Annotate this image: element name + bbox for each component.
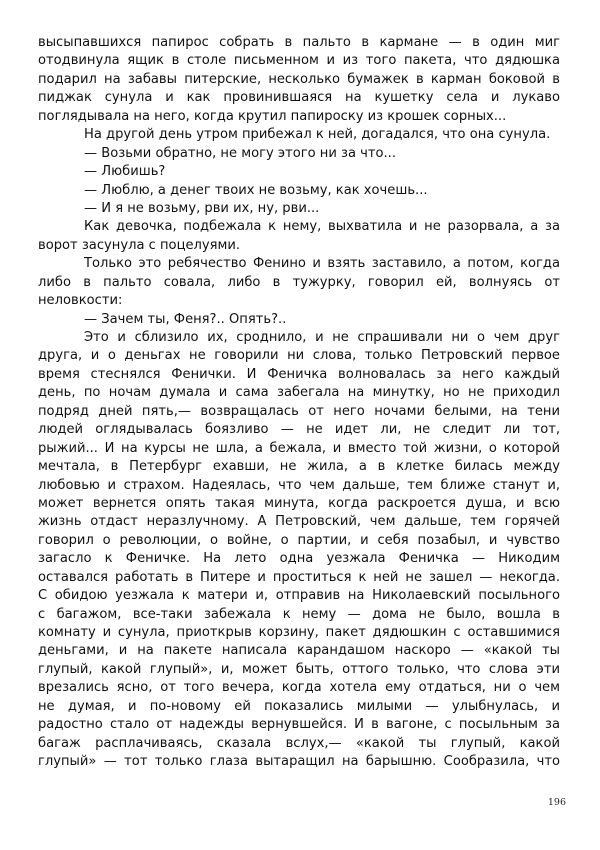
text-line: врезались ясно, от того вечера, когда хотела ему отдаться, ни о чем: [38, 680, 560, 696]
text-line: — И я не возьму, рви их, ну, рви...: [84, 200, 320, 216]
text-line: — Любишь?: [84, 164, 166, 180]
text-line: либо в пальто совала, либо в тужурку, говорил ей, волнуясь от: [38, 274, 560, 290]
text-line: друга, и о деньгах не говорили ни слова, только Петровский первое: [38, 348, 560, 364]
text-line: неловкости:: [38, 293, 123, 309]
text-line: жизнь отдаст неразлучному. А Петровский, чем дальше, тем горячей: [38, 514, 560, 530]
text-line: не думая, и по-новому ей показались милыми — улыбнулась, и: [38, 698, 560, 714]
text-line: глупый» — тот только глаза вытаращил на барышню. Сообразила, что: [38, 754, 560, 770]
text-line: любовью и страхом. Надеялась, что чем дальше, тем ближе станут и,: [38, 477, 560, 493]
text-line: пиджак сунула и как провинившаяся на кушетку села и лукаво: [38, 90, 560, 106]
text-line: оставался работать в Питере и проститься к ней не зашел — некогда.: [38, 569, 560, 585]
text-line: день, по ночам думала и сама забегала на минутку, но не приходил: [38, 385, 560, 401]
page-number: 196: [547, 797, 566, 808]
text-line: загасло к Феничке. На лето одна уезжала Феничка — Никодим: [38, 551, 560, 567]
text-line: Только это ребячество Фенино и взять заставило, а потом, когда: [84, 256, 560, 272]
text-line: деньгами, и на пакете написала карандашом наскоро — «какой ты: [38, 643, 560, 659]
text-line: может вернется опять такая минута, когда раскроется душа, и всю: [38, 495, 560, 511]
text-line: На другой день утром прибежал к ней, догадался, что она сунула.: [84, 127, 551, 143]
text-line: подарил на забавы питерские, несколько бумажек в карман боковой в: [38, 71, 560, 87]
text-line: — Люблю, а денег твоих не возьму, как хочешь...: [84, 182, 428, 198]
text-line: комнату и сунула, приоткрыв корзину, пакет дядюшкин с оставшимися: [38, 625, 560, 640]
text-line: говорил о революции, о войне, о партии, и себя позабыл, и чувство: [38, 532, 560, 548]
text-line: багаж расплачиваясь, сказала вслух,— «какой ты глупый, какой: [38, 735, 560, 751]
text-line: время стеснялся Фенички. И Феничка волновалась за него каждый: [38, 366, 560, 382]
text-line: людей оглядывалась боязливо — не идет ли, не следит ли тот,: [38, 422, 560, 438]
text-line: С обидою уезжала к матери и, отправив на Николаевский посыльного: [38, 588, 560, 604]
text-line: Это и сблизило их, сроднило, и не спрашивали ни о чем друг: [84, 330, 560, 345]
text-line: мечтала, в Петербург ехавши, не жила, а в клетке билась между: [38, 459, 560, 475]
text-line: с багажом, все-таки забежала к нему — дома не было, вошла в: [38, 606, 560, 622]
text-line: глупый, какой глупый», и, может быть, оттого только, что слова эти: [38, 661, 560, 677]
text-line: рыжий... И на курсы не шла, а бежала, и вместо той жизни, о которой: [38, 440, 560, 456]
text-line: поглядывала на него, когда крутил папироску из крошек сорных...: [38, 108, 507, 124]
text-line: — Возьми обратно, не могу этого ни за что...: [84, 145, 396, 161]
text-line: ворот засунула с поцелуями.: [38, 237, 241, 253]
text-line: подряд дней пять,— возвращалась от него ночами белыми, на тени: [38, 403, 560, 419]
text-line: радостно стало от надежды вернувшейся. И в вагоне, с посыльным за: [38, 717, 560, 733]
text-line: Как девочка, подбежала к нему, выхватила и не разорвала, а за: [84, 219, 560, 235]
text-line: отодвинула ящик в столе письменном и из того пакета, что дядюшка: [38, 53, 560, 69]
text-line: — Зачем ты, Феня?.. Опять?..: [84, 311, 287, 327]
body-text: [38, 34, 560, 772]
text-line: высыпавшихся папирос собрать в пальто в кармане — в один миг: [38, 35, 560, 50]
